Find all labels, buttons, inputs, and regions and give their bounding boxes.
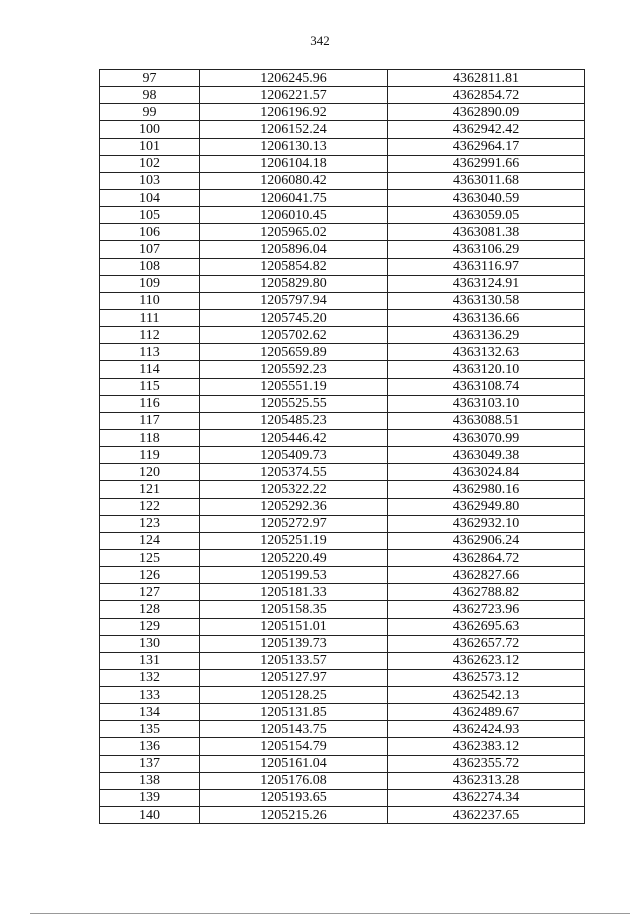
point-number-cell: 132	[100, 669, 200, 686]
x-coordinate-cell: 1205133.57	[200, 652, 388, 669]
table-row	[100, 395, 585, 412]
y-coordinate-cell: 4362890.09	[388, 104, 585, 121]
y-coordinate-cell: 4363059.05	[388, 207, 585, 224]
point-number-cell: 113	[100, 344, 200, 361]
y-coordinate-cell: 4362237.65	[388, 807, 585, 824]
x-coordinate-cell: 1205551.19	[200, 378, 388, 395]
y-coordinate-cell: 4363103.10	[388, 395, 585, 412]
y-coordinate-cell: 4363081.38	[388, 224, 585, 241]
y-coordinate-cell: 4362573.12	[388, 669, 585, 686]
page-number: 342	[310, 33, 330, 48]
x-coordinate-cell: 1205485.23	[200, 412, 388, 429]
table-row	[100, 224, 585, 241]
table-row	[100, 189, 585, 206]
x-coordinate-cell: 1205176.08	[200, 772, 388, 789]
y-coordinate-cell: 4362980.16	[388, 481, 585, 498]
x-coordinate-cell: 1206104.18	[200, 155, 388, 172]
table-row	[100, 584, 585, 601]
y-coordinate-cell: 4362657.72	[388, 635, 585, 652]
x-coordinate-cell: 1205745.20	[200, 309, 388, 326]
y-coordinate-cell: 4362811.81	[388, 70, 585, 87]
table-row	[100, 292, 585, 309]
x-coordinate-cell: 1205702.62	[200, 327, 388, 344]
y-coordinate-cell: 4363120.10	[388, 361, 585, 378]
x-coordinate-cell: 1205829.80	[200, 275, 388, 292]
point-number-cell: 108	[100, 258, 200, 275]
x-coordinate-cell: 1205292.36	[200, 498, 388, 515]
point-number-cell: 111	[100, 309, 200, 326]
x-coordinate-cell: 1205854.82	[200, 258, 388, 275]
x-coordinate-cell: 1205181.33	[200, 584, 388, 601]
table-row	[100, 309, 585, 326]
point-number-cell: 107	[100, 241, 200, 258]
y-coordinate-cell: 4363049.38	[388, 447, 585, 464]
point-number-cell: 118	[100, 429, 200, 446]
table-row	[100, 155, 585, 172]
y-coordinate-cell: 4362623.12	[388, 652, 585, 669]
y-coordinate-cell: 4362949.80	[388, 498, 585, 515]
x-coordinate-cell: 1205161.04	[200, 755, 388, 772]
table-row	[100, 721, 585, 738]
table-row	[100, 738, 585, 755]
point-number-cell: 104	[100, 189, 200, 206]
table-row	[100, 87, 585, 104]
x-coordinate-cell: 1205965.02	[200, 224, 388, 241]
point-number-cell: 103	[100, 172, 200, 189]
x-coordinate-cell: 1206041.75	[200, 189, 388, 206]
x-coordinate-cell: 1205322.22	[200, 481, 388, 498]
y-coordinate-cell: 4362827.66	[388, 567, 585, 584]
table-row	[100, 652, 585, 669]
y-coordinate-cell: 4363011.68	[388, 172, 585, 189]
x-coordinate-cell: 1205272.97	[200, 515, 388, 532]
y-coordinate-cell: 4362942.42	[388, 121, 585, 138]
x-coordinate-cell: 1205128.25	[200, 687, 388, 704]
point-number-cell: 133	[100, 687, 200, 704]
point-number-cell: 127	[100, 584, 200, 601]
x-coordinate-cell: 1206196.92	[200, 104, 388, 121]
y-coordinate-cell: 4363088.51	[388, 412, 585, 429]
y-coordinate-cell: 4363106.29	[388, 241, 585, 258]
point-number-cell: 131	[100, 652, 200, 669]
x-coordinate-cell: 1206130.13	[200, 138, 388, 155]
x-coordinate-cell: 1205659.89	[200, 344, 388, 361]
table-row	[100, 755, 585, 772]
table-row	[100, 361, 585, 378]
y-coordinate-cell: 4362355.72	[388, 755, 585, 772]
table-row	[100, 378, 585, 395]
point-number-cell: 97	[100, 70, 200, 87]
coordinates-table	[99, 69, 585, 824]
point-number-cell: 117	[100, 412, 200, 429]
y-coordinate-cell: 4363132.63	[388, 344, 585, 361]
table-row	[100, 532, 585, 549]
x-coordinate-cell: 1205797.94	[200, 292, 388, 309]
y-coordinate-cell: 4362906.24	[388, 532, 585, 549]
table-row	[100, 635, 585, 652]
x-coordinate-cell: 1205151.01	[200, 618, 388, 635]
x-coordinate-cell: 1206245.96	[200, 70, 388, 87]
point-number-cell: 138	[100, 772, 200, 789]
x-coordinate-cell: 1205592.23	[200, 361, 388, 378]
x-coordinate-cell: 1206152.24	[200, 121, 388, 138]
point-number-cell: 105	[100, 207, 200, 224]
table-row	[100, 447, 585, 464]
point-number-cell: 112	[100, 327, 200, 344]
table-row	[100, 207, 585, 224]
y-coordinate-cell: 4362932.10	[388, 515, 585, 532]
x-coordinate-cell: 1205193.65	[200, 789, 388, 806]
point-number-cell: 125	[100, 549, 200, 566]
y-coordinate-cell: 4363136.29	[388, 327, 585, 344]
point-number-cell: 136	[100, 738, 200, 755]
point-number-cell: 119	[100, 447, 200, 464]
table-row	[100, 344, 585, 361]
point-number-cell: 129	[100, 618, 200, 635]
table-row	[100, 138, 585, 155]
table-row	[100, 498, 585, 515]
table-row	[100, 275, 585, 292]
point-number-cell: 101	[100, 138, 200, 155]
table-row	[100, 789, 585, 806]
table-row	[100, 464, 585, 481]
point-number-cell: 99	[100, 104, 200, 121]
table-row	[100, 429, 585, 446]
y-coordinate-cell: 4362695.63	[388, 618, 585, 635]
table-row	[100, 104, 585, 121]
point-number-cell: 135	[100, 721, 200, 738]
x-coordinate-cell: 1205215.26	[200, 807, 388, 824]
y-coordinate-cell: 4363070.99	[388, 429, 585, 446]
point-number-cell: 128	[100, 601, 200, 618]
point-number-cell: 123	[100, 515, 200, 532]
table-row	[100, 481, 585, 498]
point-number-cell: 122	[100, 498, 200, 515]
y-coordinate-cell: 4363108.74	[388, 378, 585, 395]
y-coordinate-cell: 4362489.67	[388, 704, 585, 721]
point-number-cell: 120	[100, 464, 200, 481]
y-coordinate-cell: 4362964.17	[388, 138, 585, 155]
point-number-cell: 102	[100, 155, 200, 172]
y-coordinate-cell: 4363040.59	[388, 189, 585, 206]
y-coordinate-cell: 4362864.72	[388, 549, 585, 566]
table-row	[100, 704, 585, 721]
x-coordinate-cell: 1205154.79	[200, 738, 388, 755]
point-number-cell: 106	[100, 224, 200, 241]
table-row	[100, 772, 585, 789]
x-coordinate-cell: 1205409.73	[200, 447, 388, 464]
point-number-cell: 110	[100, 292, 200, 309]
point-number-cell: 139	[100, 789, 200, 806]
point-number-cell: 114	[100, 361, 200, 378]
table-row	[100, 258, 585, 275]
point-number-cell: 134	[100, 704, 200, 721]
x-coordinate-cell: 1206080.42	[200, 172, 388, 189]
table-row	[100, 172, 585, 189]
y-coordinate-cell: 4363116.97	[388, 258, 585, 275]
y-coordinate-cell: 4362991.66	[388, 155, 585, 172]
table-row	[100, 807, 585, 824]
point-number-cell: 115	[100, 378, 200, 395]
table-row	[100, 121, 585, 138]
point-number-cell: 109	[100, 275, 200, 292]
x-coordinate-cell: 1205143.75	[200, 721, 388, 738]
x-coordinate-cell: 1205220.49	[200, 549, 388, 566]
page-bottom-rule	[30, 913, 630, 914]
table-row	[100, 601, 585, 618]
y-coordinate-cell: 4362723.96	[388, 601, 585, 618]
y-coordinate-cell: 4362542.13	[388, 687, 585, 704]
x-coordinate-cell: 1205199.53	[200, 567, 388, 584]
x-coordinate-cell: 1205525.55	[200, 395, 388, 412]
point-number-cell: 130	[100, 635, 200, 652]
table-row	[100, 549, 585, 566]
table-row	[100, 70, 585, 87]
x-coordinate-cell: 1205446.42	[200, 429, 388, 446]
point-number-cell: 137	[100, 755, 200, 772]
y-coordinate-cell: 4362274.34	[388, 789, 585, 806]
point-number-cell: 98	[100, 87, 200, 104]
y-coordinate-cell: 4362313.28	[388, 772, 585, 789]
x-coordinate-cell: 1206221.57	[200, 87, 388, 104]
table-row	[100, 687, 585, 704]
table-row	[100, 412, 585, 429]
y-coordinate-cell: 4363124.91	[388, 275, 585, 292]
y-coordinate-cell: 4363136.66	[388, 309, 585, 326]
x-coordinate-cell: 1206010.45	[200, 207, 388, 224]
point-number-cell: 100	[100, 121, 200, 138]
table-row	[100, 241, 585, 258]
y-coordinate-cell: 4362383.12	[388, 738, 585, 755]
table-row	[100, 669, 585, 686]
x-coordinate-cell: 1205158.35	[200, 601, 388, 618]
y-coordinate-cell: 4362424.93	[388, 721, 585, 738]
y-coordinate-cell: 4362854.72	[388, 87, 585, 104]
point-number-cell: 124	[100, 532, 200, 549]
x-coordinate-cell: 1205251.19	[200, 532, 388, 549]
table-row	[100, 618, 585, 635]
table-row	[100, 327, 585, 344]
point-number-cell: 116	[100, 395, 200, 412]
x-coordinate-cell: 1205131.85	[200, 704, 388, 721]
point-number-cell: 140	[100, 807, 200, 824]
y-coordinate-cell: 4362788.82	[388, 584, 585, 601]
x-coordinate-cell: 1205139.73	[200, 635, 388, 652]
point-number-cell: 121	[100, 481, 200, 498]
x-coordinate-cell: 1205896.04	[200, 241, 388, 258]
y-coordinate-cell: 4363024.84	[388, 464, 585, 481]
x-coordinate-cell: 1205127.97	[200, 669, 388, 686]
x-coordinate-cell: 1205374.55	[200, 464, 388, 481]
point-number-cell: 126	[100, 567, 200, 584]
y-coordinate-cell: 4363130.58	[388, 292, 585, 309]
coordinates-table-body	[100, 70, 585, 824]
table-row	[100, 515, 585, 532]
table-row	[100, 567, 585, 584]
